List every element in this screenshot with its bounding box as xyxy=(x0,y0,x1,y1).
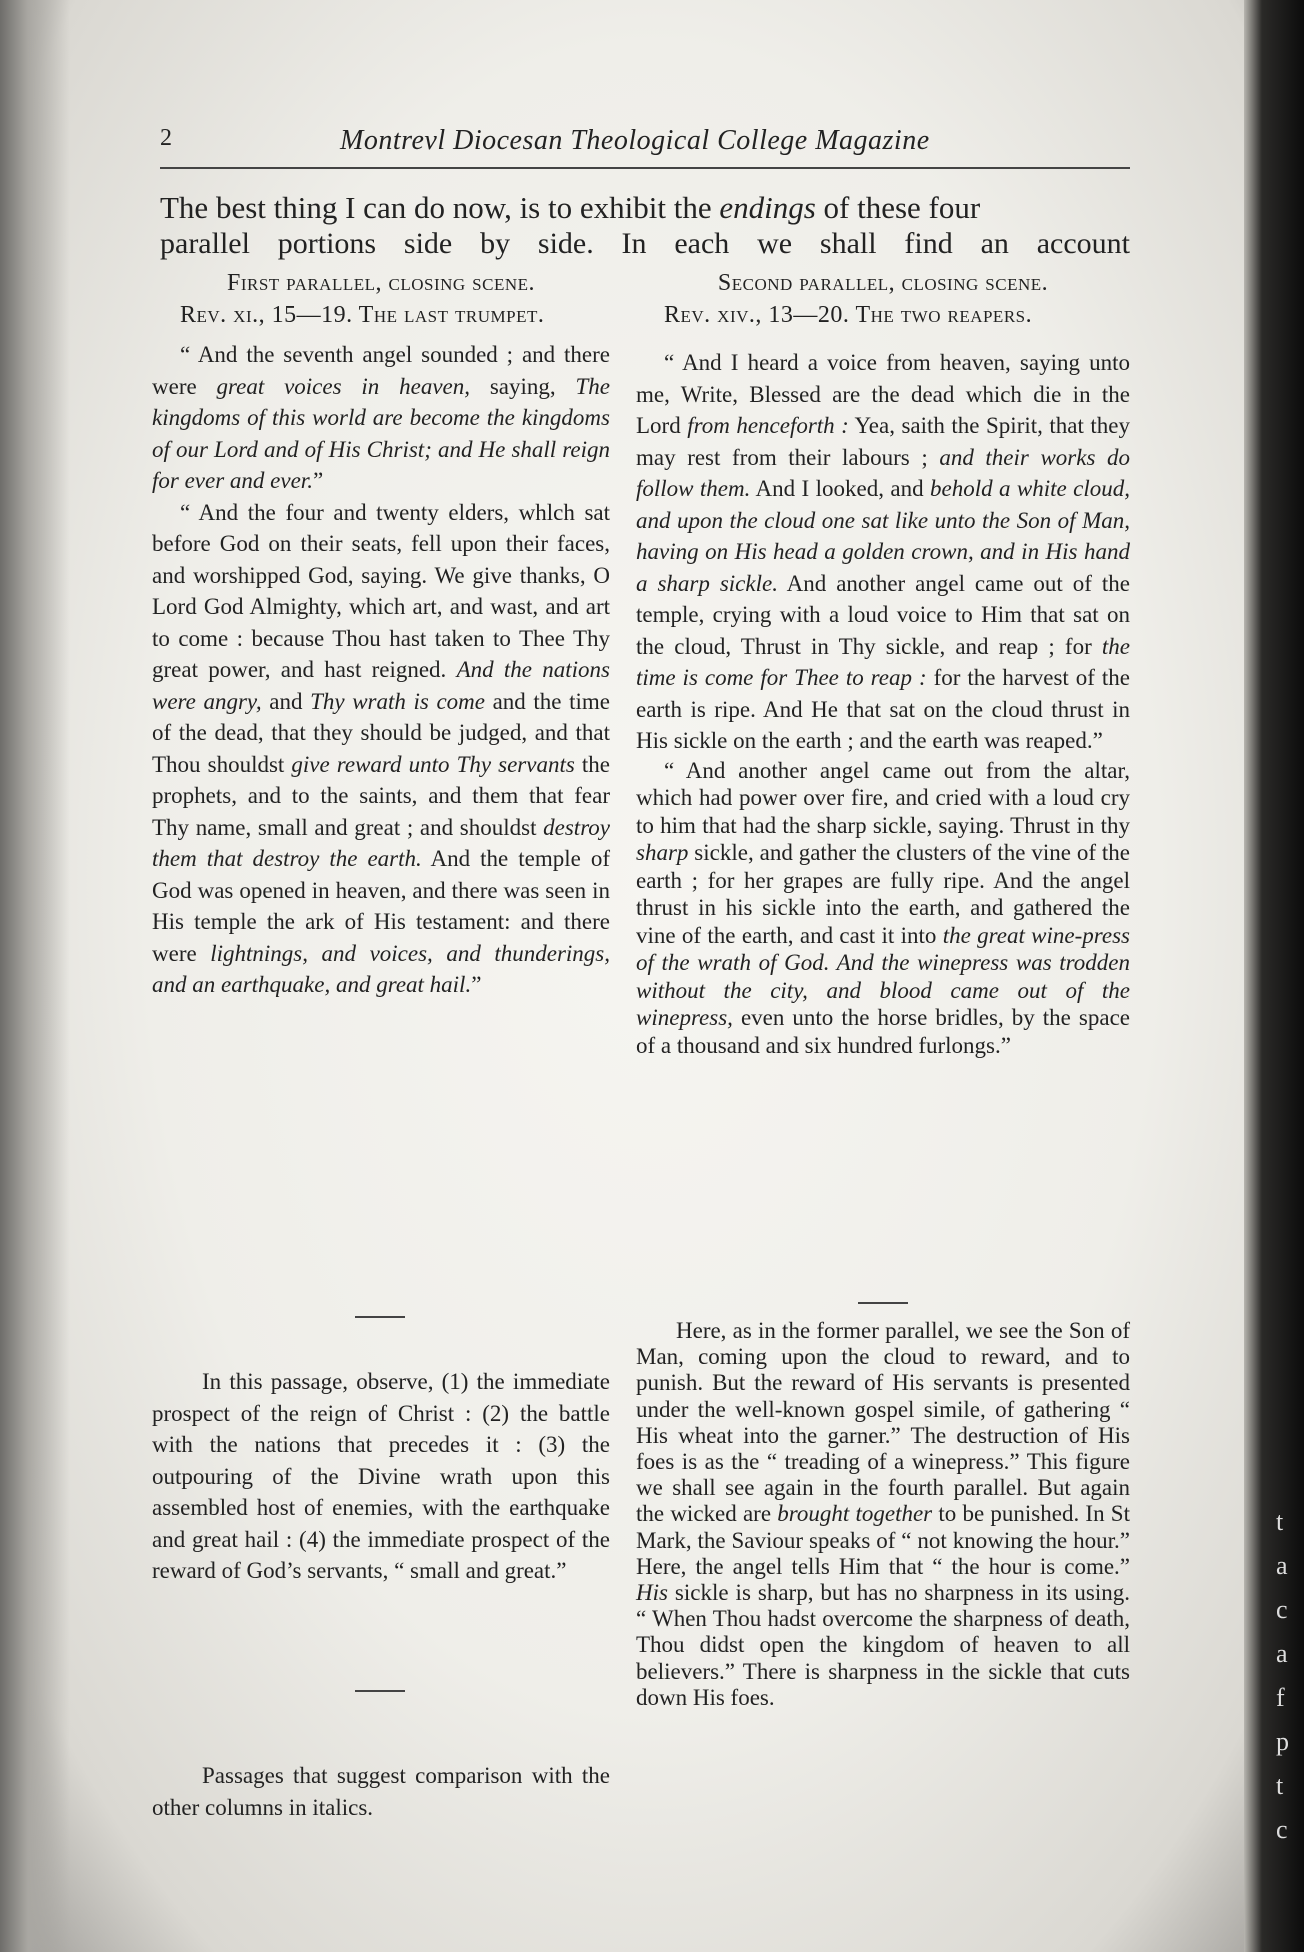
page-shadow-left xyxy=(0,0,70,1952)
left-paragraph-1: “ And the seventh angel sounded ; and there were great voices in heaven, saying, The kingdoms of this world are become the kingdoms of our Lord and of His Christ; and He shall reign for ever and ever.” xyxy=(152,342,610,493)
intro-line-1: The best thing I can do now, is to exhibit the endings of these four xyxy=(160,190,981,225)
right-column xyxy=(636,268,1130,1059)
right-paragraph-2: “ And another angel came out from the altar, which had power over fire, and cried with a loud cry to him that had the sharp sickle, saying. Thrust in thy sharp sickle, and gather the clusters of the vine of the earth ; for her grapes are fully ripe. And the angel thrust in his sickle into the earth, and gathered the vine of the earth, and cast it into the great wine-press of the wrath of God. And the winepress was trodden without the city, and blood came out of the winepress, even unto the horse bridles, by the space of a thousand and six hundred furlongs.” xyxy=(636,757,1130,1058)
right-separator xyxy=(858,1302,908,1304)
right-heading: Second parallel, closing scene. xyxy=(717,270,1049,296)
adjacent-page-letters: t a c a f p t c xyxy=(1276,1507,1289,1844)
left-paragraph-2: “ And the four and twenty elders, whlch sat before God on their seats, fell upon their faces, and worshipped God, saying. We give thanks, O Lord God Almighty, which art, and wast, and art to come : because Thou hast taken to Thee Thy great power, and hast reigned. And the nations were angry, and Thy wrath is come and the time of the dead, that they should be judged, and that Thou shouldst give reward unto Thy servants the prophets, and to the saints, and them that fear Thy name, small and great ; and shouldst destroy them that destroy the earth. And the temple of God was opened in heaven, and there was seen in His temple the ark of His testament: and there were lightnings, and voices, and thunderings, and an earthquake, and great hail.” xyxy=(152,499,611,997)
italics-footnote: Passages that suggest comparison with the other columns in italics. xyxy=(152,1763,610,1820)
right-commentary-paragraph: Here, as in the former parallel, we see the Son of Man, coming upon the cloud to reward, and to punish. But the reward of His servants is presented under the well-known gospel simile, of gathering “ His wheat into the garner.” The destruction of His foes is as the “ treading of a winepress.” This figure we shall see again in the fourth parallel. But again the wicked are brought together to be punished. In St Mark, the Saviour speaks of “ not knowing the hour.” Here, the angel tells Him that “ the hour is come.” His sickle is sharp, but has no sharpness in its using. “ When Thou hadst overcome the sharpness of death, Thou didst open the kingdom of heaven to all believers.” There is sharpness in the sickle that cuts down His foes. xyxy=(636,1318,1130,1710)
right-paragraph-1: “ And I heard a voice from heaven, saying unto me, Write, Blessed are the dead which die in the Lord from henceforth : Yea, saith the Spirit, that they may rest from their labours ; and their works do follow them. And I looked, and behold a white cloud, and upon the cloud one sat like unto the Son of Man, having on His head a golden crown, and in His hand a sharp sickle. And another angel came out of the temple, crying with a loud voice to Him that sat on the cloud, Thrust in Thy sickle, and reap ; for the time is come for Thee to reap : for the harvest of the earth is ripe. And He that sat on the cloud thrust in His sickle on the earth ; and the earth was reaped.” xyxy=(636,350,1131,753)
intro-line-2: parallel portions side by side. In each we shall find an account xyxy=(160,227,1130,260)
running-header xyxy=(160,125,1130,165)
page-number: 2 xyxy=(160,125,172,151)
left-separator-2 xyxy=(355,1690,405,1692)
left-scripture-ref: Rev. xi., 15—19. The last trumpet. xyxy=(180,301,545,328)
header-rule xyxy=(160,167,1130,169)
left-separator-1 xyxy=(355,1316,405,1318)
journal-title: Montrevl Diocesan Theological College Magazine xyxy=(340,125,930,156)
left-heading: First parallel, closing scene. xyxy=(226,270,536,296)
left-column xyxy=(152,268,610,1001)
right-scripture-ref: Rev. xiv., 13—20. The two reapers. xyxy=(664,301,1033,328)
left-observation-paragraph: In this passage, observe, (1) the immediate prospect of the reign of Christ : (2) the battle with the nations that precedes it : (3) the outpouring of the Divine wrath upon this assembled host of enemies, with the earthquake and great hail : (4) the immediate prospect of the reward of God’s servants, “ small and great.” xyxy=(152,1369,610,1583)
intro-paragraph xyxy=(160,190,1130,262)
